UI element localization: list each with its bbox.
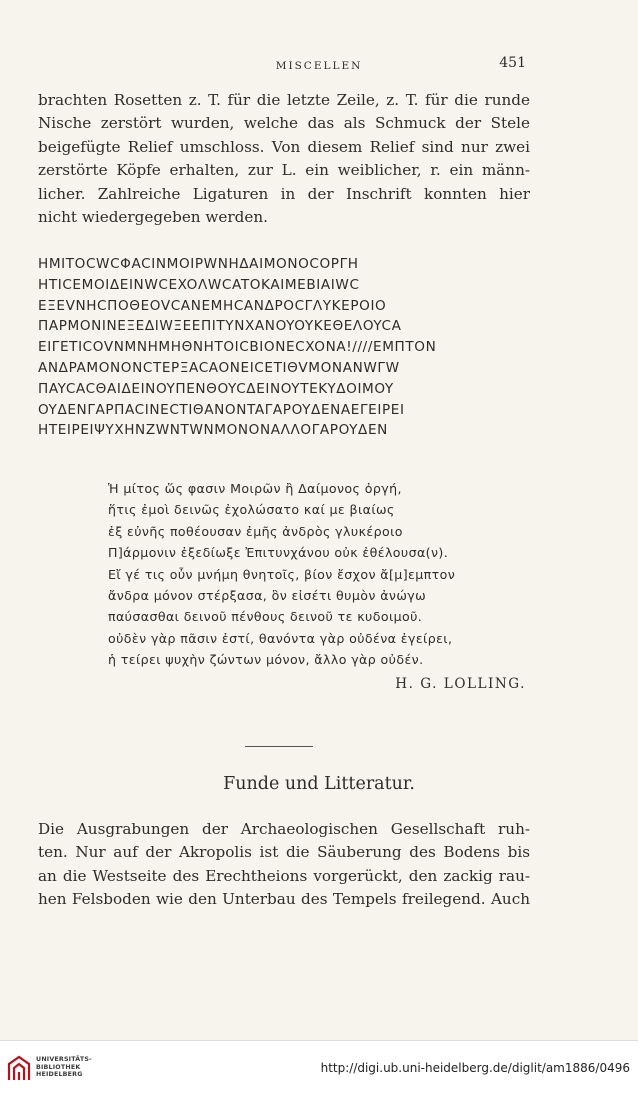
verse-line: ἄνδρα μόνον στέρξασα, ὃν εἰσέτι θυμὸν ἀνώγω: [108, 588, 427, 604]
verse-line: παύσασθαι δεινοῦ πένθους δεινοῦ τε κυδοιμοῦ.: [108, 609, 423, 625]
logo-line: BIBLIOTHEK: [36, 1063, 81, 1071]
text-line: beigefügte Relief umschloss. Von diesem Relief sind nur zwei: [38, 137, 530, 156]
author-signature: H. G. LOLLING.: [395, 676, 526, 692]
verse-line: ἥτις ἐμοὶ δεινῶς ἐχολώσατο καί με βιαίως: [108, 502, 395, 518]
library-footer: [0, 1040, 638, 1094]
inscription-line: EΞEVNHCΠOΘEOVCANEMHCANΔPOCΓΛYKEPOIO: [38, 297, 387, 314]
inscription-line: EIΓETICOVNMNHMHΘNHTOICBIONECXONA!////EMΠTON: [38, 339, 437, 356]
closing-paragraph: [38, 818, 530, 912]
inscription-line: ΠAPMONINEΞEΔIWΞEEΠITYNXANOYOYKEΘEΛOYCA: [38, 318, 402, 335]
logo-line: HEIDELBERG: [36, 1071, 83, 1079]
greek-verse: [108, 478, 528, 671]
inscription-line: HTEIPEIΨYXHNZWNTWNMONONAΛΛOΓAPOYΔEN: [38, 422, 388, 439]
inscription-line: OYΔENΓAPΠACINECTIΘANONTAΓAPOYΔENAEΓEIPEI: [38, 401, 405, 418]
inscription-line: ANΔPAMONONCTEPΞACAONEICETIΘVMONANWΓW: [38, 359, 400, 376]
permalink-url[interactable]: http://digi.ub.uni-heidelberg.de/diglit/am1886/0496: [320, 1061, 630, 1075]
inscription-line: HTICEMOIΔEINWCEXOΛWCATOKAIMEBIAIWC: [38, 276, 360, 293]
inscription-line: ΠAYCACΘAIΔEINOYΠENΘOYCΔEINOYTEKYΔOIMOY: [38, 380, 394, 397]
text-line: Die Ausgrabungen der Archaeologischen Gesellschaft ruh-: [38, 820, 530, 838]
page-number: 451: [499, 55, 526, 71]
inscription-transcription: [38, 254, 538, 441]
verse-line: οὐδὲν γὰρ πᾶσιν ἐστί, θανόντα γὰρ οὐδένα ἐγείρει,: [108, 630, 453, 646]
text-line: ten. Nur auf der Akropolis ist die Säuberung des Bodens bis: [38, 843, 530, 862]
section-divider: [245, 746, 313, 747]
section-title: Funde und Litteratur.: [223, 774, 415, 794]
verse-line: Εἴ γέ τις οὖν μνήμη θνητοῖς, βίον ἔσχον ἄ[μ]εμπτον: [108, 566, 456, 582]
library-logo-icon: [6, 1054, 32, 1082]
text-line: an die Westseite des Erechtheions vorgerückt, den zackig rau-: [38, 866, 530, 885]
intro-paragraph: [38, 89, 530, 229]
text-line: zerstörte Köpfe erhalten, zur L. ein weiblicher, r. ein männ-: [38, 161, 530, 180]
text-line: hen Felsboden wie den Unterbau des Tempels freilegend. Auch: [38, 890, 530, 909]
inscription-line: HMITOCWCΦACINMOIPWNHΔAIMONOCOPΓH: [38, 256, 359, 272]
logo-line: UNIVERSITÄTS-: [36, 1056, 92, 1063]
text-line: brachten Rosetten z. T. für die letzte Zeile, z. T. für die runde: [38, 91, 530, 109]
text-line: licher. Zahlreiche Ligaturen in der Inschrift konnten hier: [38, 184, 530, 203]
text-line: nicht wiedergegeben werden.: [38, 208, 268, 227]
verse-line: Π]άρμονιν ἐξεδίωξε Ἐπιτυνχάνου οὐκ ἐθέλουσα(ν).: [108, 545, 449, 561]
verse-line: ἐξ εὐνῆς ποθέουσαν ἐμῆς ἀνδρὸς γλυκέροιο: [108, 523, 403, 539]
verse-line: Ἡ μίτος ὥς φασιν Μοιρῶν ἢ Δαίμονος ὀργή,: [108, 481, 402, 496]
library-logo-text: [36, 1056, 92, 1079]
running-head: MISCELLEN: [275, 60, 363, 72]
text-line: Nische zerstört wurden, welche das als Schmuck der Stele: [38, 114, 530, 133]
verse-line: ἡ τείρει ψυχὴν ζώντων μόνον, ἄλλο γὰρ οὐδέν.: [108, 652, 424, 668]
